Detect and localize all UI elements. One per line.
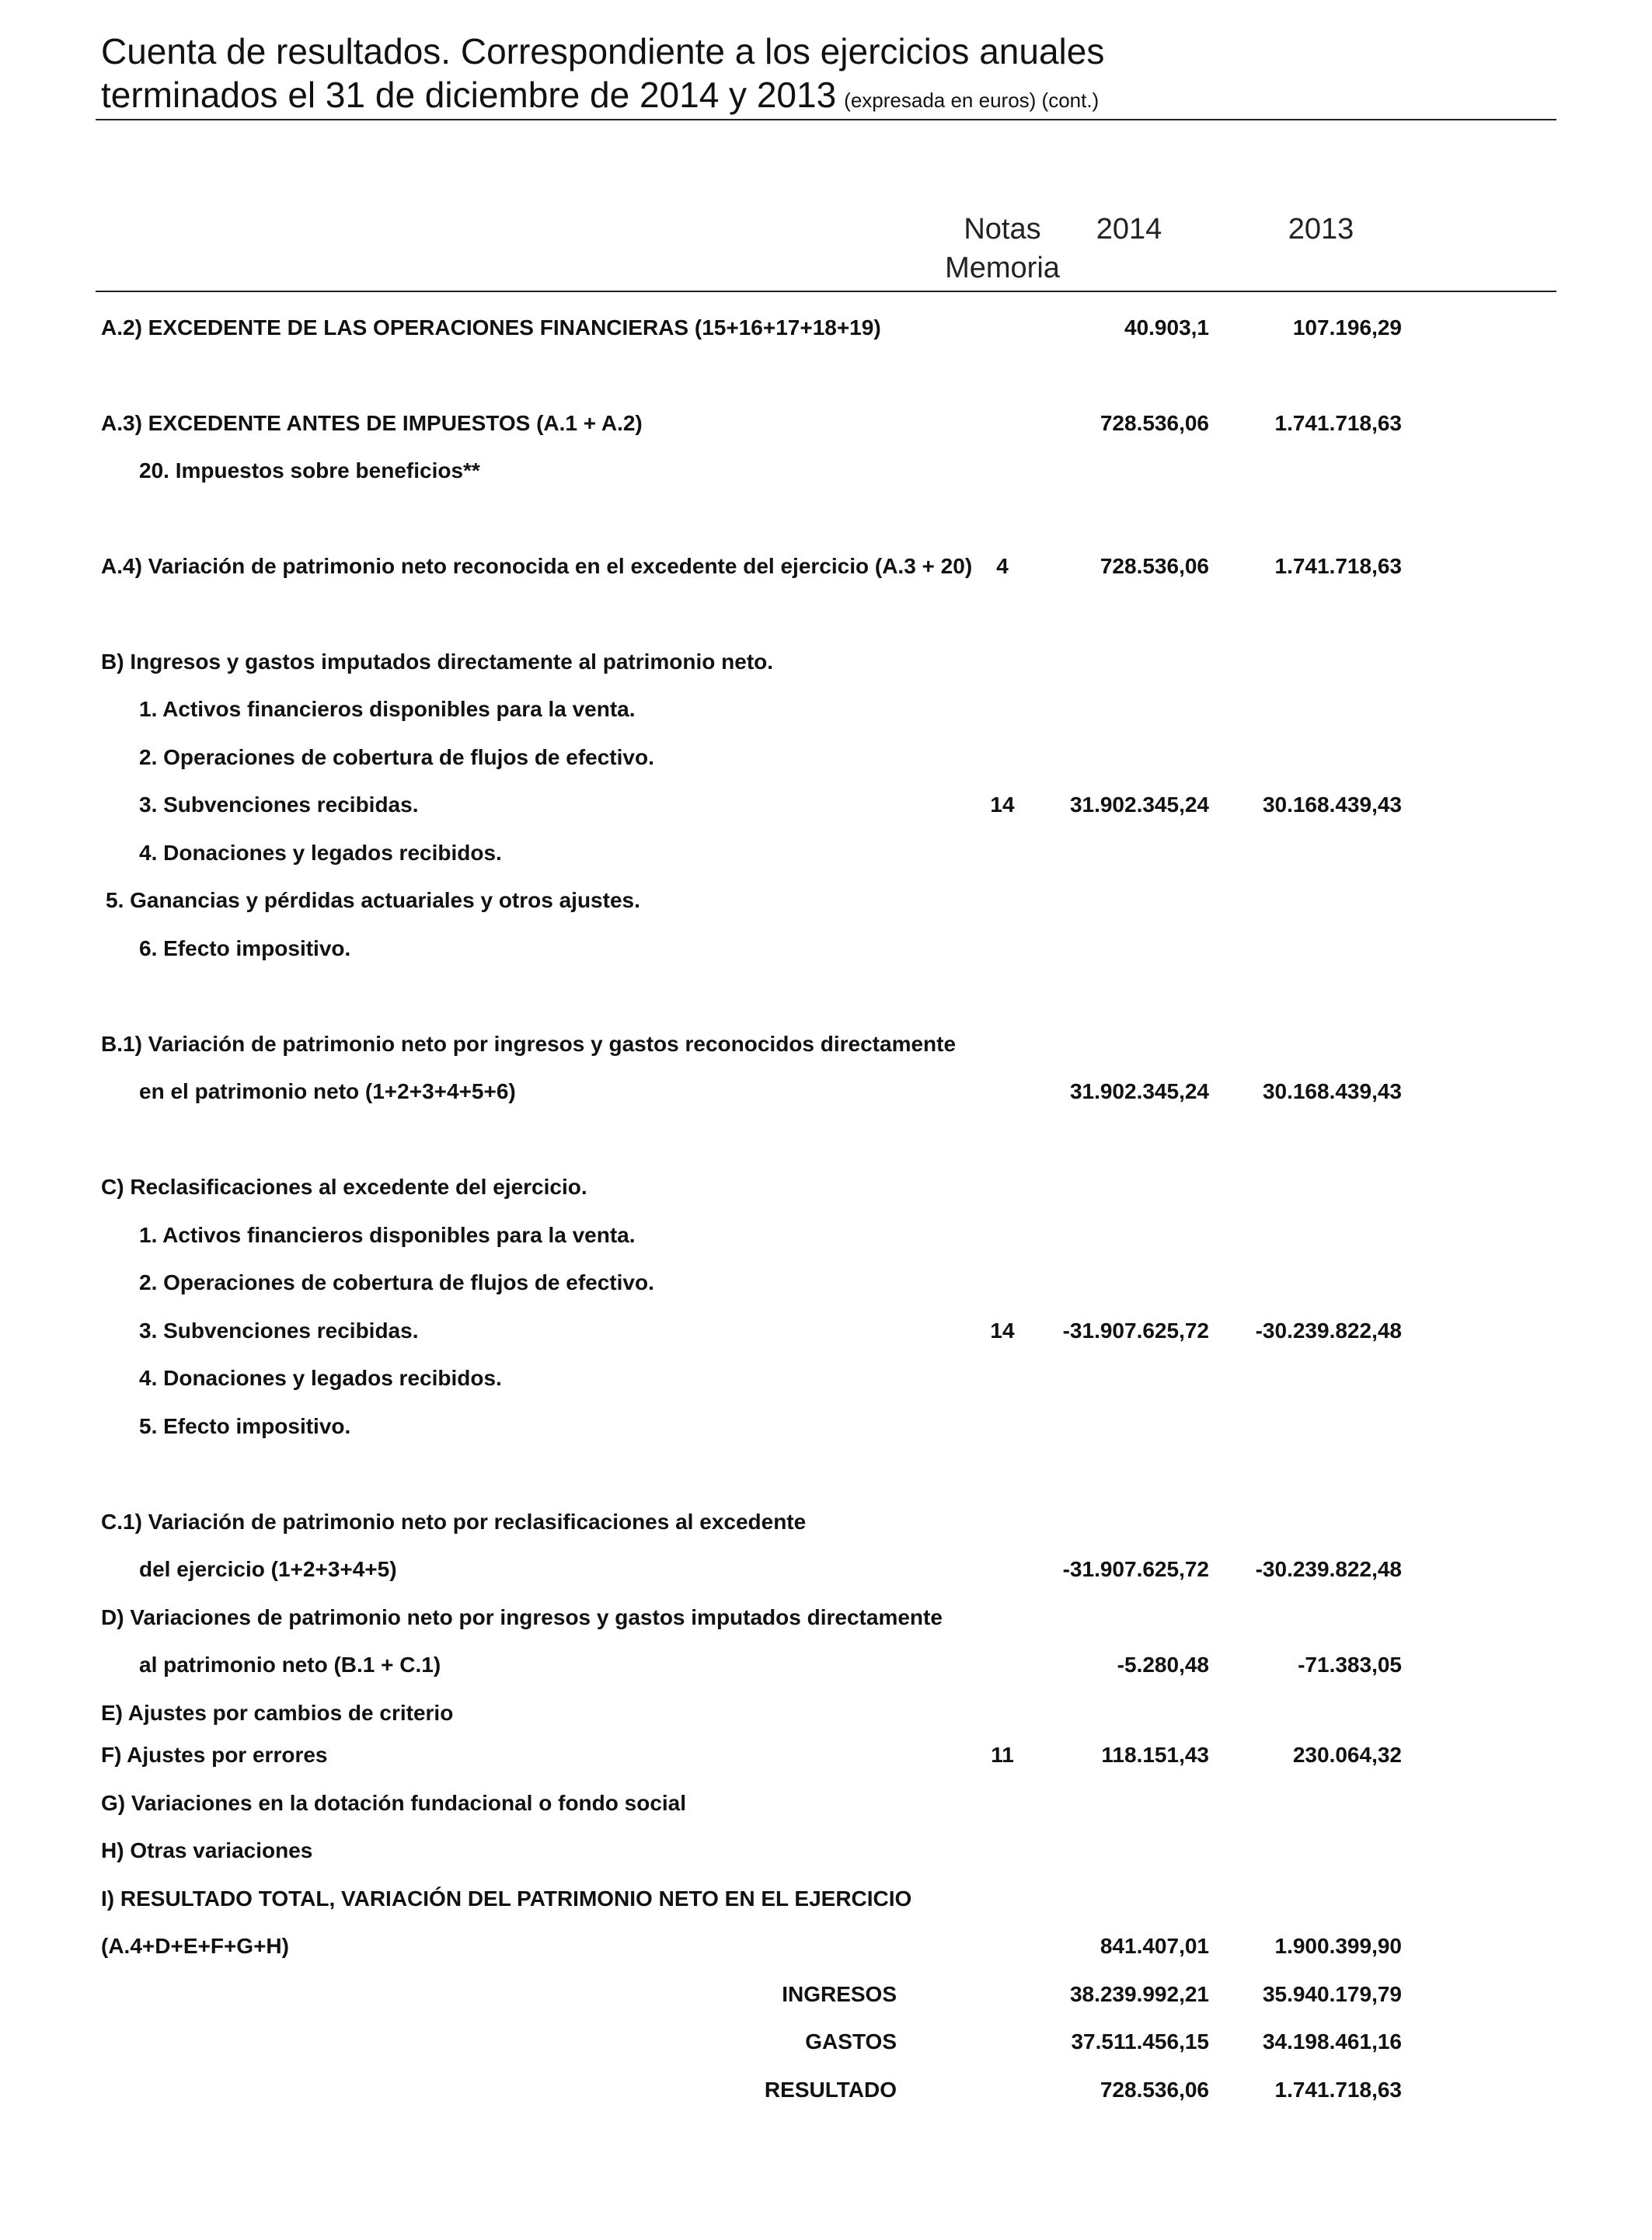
summary-row-resultado: [0, 2073, 1652, 2107]
summary-label: INGRESOS: [782, 1982, 897, 2006]
row-value-2013: 30.168.439,43: [1262, 1079, 1402, 1103]
summary-value-2014: 38.239.992,21: [1069, 1982, 1209, 2006]
table-row: [0, 740, 1652, 775]
row-note: 14: [990, 793, 1015, 817]
table-row: [0, 406, 1652, 441]
row-value-2014: 31.902.345,24: [1069, 793, 1209, 817]
row-value-2014: 118.151,43: [1101, 1743, 1209, 1767]
title-unit: (expresada en euros) (cont.): [844, 89, 1100, 112]
table-row: [0, 1266, 1652, 1300]
row-value-2013: -30.239.822,48: [1255, 1319, 1402, 1343]
row-label: D) Variaciones de patrimonio neto por ingresos y gastos imputados directamente: [101, 1605, 943, 1629]
row-label: 6. Efecto impositivo.: [139, 936, 351, 960]
row-label: G) Variaciones en la dotación fundacional o fondo social: [101, 1791, 687, 1815]
row-label: F) Ajustes por errores: [101, 1743, 328, 1767]
table-row: [0, 549, 1652, 584]
row-note: 4: [996, 554, 1009, 578]
row-label: 2. Operaciones de cobertura de flujos de efectivo.: [139, 1270, 654, 1294]
row-label: 4. Donaciones y legados recibidos.: [139, 841, 502, 865]
notes-header-line-1: Notas: [964, 213, 1041, 246]
table-row: [0, 1601, 1652, 1635]
row-label: 5. Efecto impositivo.: [139, 1414, 351, 1438]
table-row: [0, 1314, 1652, 1348]
table-row: [0, 645, 1652, 679]
summary-row-ingresos: [0, 1977, 1652, 2012]
year-2014-header: 2014: [1096, 213, 1162, 246]
table-row: [0, 1696, 1652, 1730]
row-label: H) Otras variaciones: [101, 1838, 313, 1862]
row-value-2013: 1.741.718,63: [1274, 411, 1402, 435]
title-rule: [96, 119, 1556, 120]
row-label: 1. Activos financieros disponibles para la venta.: [139, 1223, 636, 1247]
row-label: 4. Donaciones y legados recibidos.: [139, 1366, 502, 1390]
table-row: [0, 692, 1652, 726]
row-label: 20. Impuestos sobre beneficios**: [139, 458, 480, 482]
row-value-2013: 230.064,32: [1292, 1743, 1402, 1767]
row-label: C.1) Variación de patrimonio neto por reclasificaciones al excedente: [101, 1510, 807, 1534]
table-row: [0, 883, 1652, 918]
row-value-2014: 31.902.345,24: [1069, 1079, 1209, 1103]
table-row: [0, 1929, 1652, 1963]
table-row: [0, 1786, 1652, 1820]
table-row: [0, 1170, 1652, 1204]
title-line-2-text: terminados el 31 de diciembre de 2014 y 2013: [101, 75, 837, 115]
row-note: 14: [990, 1319, 1015, 1343]
notes-header-line-2: Memoria: [945, 252, 1060, 284]
row-value-2013: 107.196,29: [1292, 315, 1402, 340]
summary-value-2013: 35.940.179,79: [1262, 1982, 1402, 2006]
table-row: [0, 1834, 1652, 1868]
row-label: B.1) Variación de patrimonio neto por ingresos y gastos reconocidos directamente: [101, 1032, 957, 1056]
year-2013-header: 2013: [1288, 213, 1354, 246]
row-value-2014: 728.536,06: [1100, 411, 1209, 435]
row-label: A.4) Variación de patrimonio neto reconocida en el excedente del ejercicio (A.3 + 20): [101, 554, 973, 578]
row-label: 5. Ganancias y pérdidas actuariales y otros ajustes.: [106, 888, 640, 912]
row-label: 2. Operaciones de cobertura de flujos de efectivo.: [139, 745, 654, 769]
row-value-2014: -5.280,48: [1117, 1653, 1209, 1677]
table-row: [0, 1882, 1652, 1916]
row-value-2014: -31.907.625,72: [1062, 1319, 1209, 1343]
row-label: 3. Subvenciones recibidas.: [139, 1319, 419, 1343]
table-row: [0, 1409, 1652, 1444]
table-row: [0, 1361, 1652, 1395]
row-label: A.2) EXCEDENTE DE LAS OPERACIONES FINANCIERAS (15+16+17+18+19): [101, 315, 881, 340]
row-value-2014: 728.536,06: [1100, 554, 1209, 578]
row-value-2013: 1.741.718,63: [1274, 554, 1402, 578]
row-label: (A.4+D+E+F+G+H): [101, 1934, 289, 1958]
notes-column-header: [932, 210, 1072, 287]
row-value-2014: 841.407,01: [1100, 1934, 1209, 1958]
row-value-2014: -31.907.625,72: [1062, 1557, 1209, 1581]
row-value-2013: -30.239.822,48: [1255, 1557, 1402, 1581]
table-row: [0, 1218, 1652, 1252]
table-row: [0, 1505, 1652, 1539]
table-row: [0, 932, 1652, 966]
header-rule: [96, 291, 1556, 292]
table-row: [0, 1027, 1652, 1061]
row-label: C) Reclasificaciones al excedente del ejercicio.: [101, 1175, 587, 1199]
summary-value-2014: 37.511.456,15: [1071, 2029, 1209, 2054]
summary-value-2013: 34.198.461,16: [1262, 2029, 1402, 2054]
title-line-1: Cuenta de resultados. Correspondiente a los ejercicios anuales: [101, 31, 1105, 71]
summary-value-2014: 728.536,06: [1100, 2078, 1209, 2102]
table-row: [0, 1738, 1652, 1772]
title-line-2: [101, 73, 1577, 122]
table-row: [0, 788, 1652, 822]
table-row: [0, 1648, 1652, 1682]
row-label: B) Ingresos y gastos imputados directamente al patrimonio neto.: [101, 650, 774, 674]
summary-row-gastos: [0, 2025, 1652, 2059]
table-row: [0, 836, 1652, 870]
row-label: E) Ajustes por cambios de criterio: [101, 1701, 454, 1725]
row-label: en el patrimonio neto (1+2+3+4+5+6): [139, 1079, 516, 1103]
row-label: A.3) EXCEDENTE ANTES DE IMPUESTOS (A.1 + A.2): [101, 411, 643, 435]
page-title: [101, 30, 1577, 122]
row-value-2013: -71.383,05: [1298, 1653, 1402, 1677]
row-value-2013: 30.168.439,43: [1262, 793, 1402, 817]
table-row: [0, 311, 1652, 345]
row-label: 1. Activos financieros disponibles para la venta.: [139, 697, 636, 721]
row-value-2013: 1.900.399,90: [1274, 1934, 1402, 1958]
table-row: [0, 454, 1652, 488]
summary-value-2013: 1.741.718,63: [1274, 2078, 1402, 2102]
summary-label: RESULTADO: [764, 2078, 897, 2102]
summary-label: GASTOS: [805, 2029, 897, 2054]
table-row: [0, 1075, 1652, 1109]
row-label: del ejercicio (1+2+3+4+5): [139, 1557, 397, 1581]
row-label: 3. Subvenciones recibidas.: [139, 793, 419, 817]
row-label: I) RESULTADO TOTAL, VARIACIÓN DEL PATRIMONIO NETO EN EL EJERCICIO: [101, 1886, 912, 1911]
row-label: al patrimonio neto (B.1 + C.1): [139, 1653, 441, 1677]
row-note: 11: [991, 1743, 1014, 1767]
row-value-2014: 40.903,1: [1124, 315, 1209, 340]
table-row: [0, 1552, 1652, 1587]
